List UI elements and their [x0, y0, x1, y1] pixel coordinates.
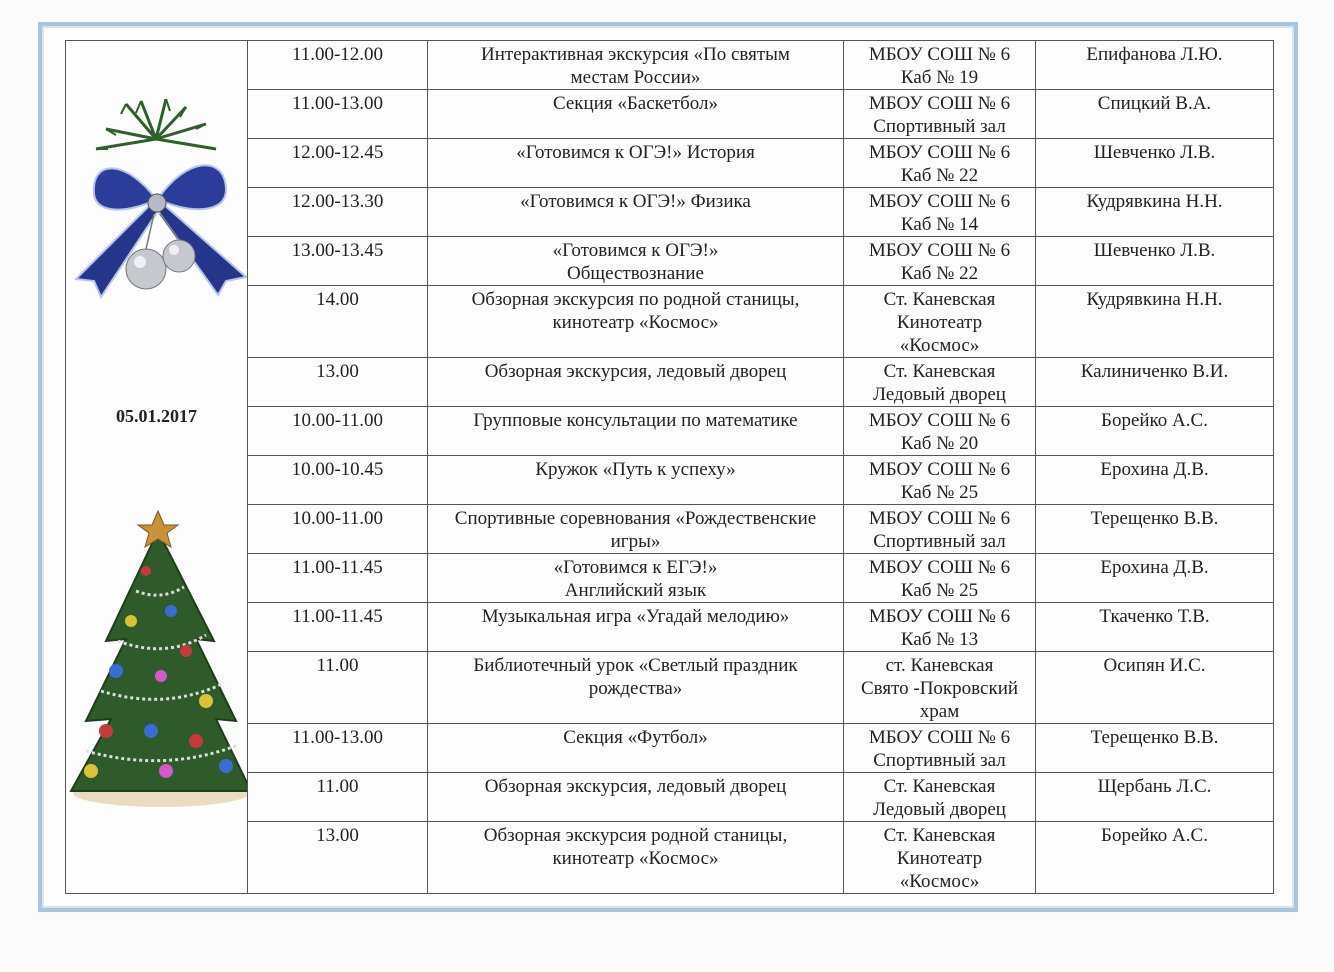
place-cell-line: Каб № 22	[900, 263, 979, 284]
place-cell	[844, 41, 1036, 90]
place-cell	[844, 188, 1036, 237]
event-cell	[428, 505, 844, 554]
responsible-cell: Борейко А.С.	[1036, 407, 1274, 456]
place-cell-line: Каб № 20	[900, 433, 979, 454]
event-cell-line: Спортивные соревнования «Рождественские	[454, 508, 817, 529]
event-cell-line: «Готовимся к ЕГЭ!»	[553, 557, 718, 578]
place-cell-line: МБОУ СОШ № 6	[868, 191, 1011, 212]
place-cell	[844, 90, 1036, 139]
time-cell: 10.00-10.45	[248, 456, 428, 505]
event-cell	[428, 456, 844, 505]
christmas-ornament-bow-icon	[66, 99, 248, 309]
event-cell	[428, 188, 844, 237]
place-cell-line: Ст. Каневская	[883, 825, 996, 846]
event-cell	[428, 139, 844, 188]
place-cell-line: Каб № 19	[900, 67, 979, 88]
event-cell	[428, 554, 844, 603]
event-cell	[428, 407, 844, 456]
time-cell: 10.00-11.00	[248, 505, 428, 554]
time-cell: 11.00-11.45	[248, 603, 428, 652]
event-cell	[428, 652, 844, 724]
place-cell-line: «Космос»	[899, 871, 980, 892]
place-cell-line: Каб № 13	[900, 629, 979, 650]
place-cell-line: Кинотеатр	[896, 312, 983, 333]
place-cell-line: МБОУ СОШ № 6	[868, 508, 1011, 529]
place-cell-line: Каб № 22	[900, 165, 979, 186]
place-cell-line: Каб № 25	[900, 482, 979, 503]
place-cell	[844, 724, 1036, 773]
place-cell-line: МБОУ СОШ № 6	[868, 240, 1011, 261]
place-cell-line: «Космос»	[899, 335, 980, 356]
event-cell-line: «Готовимся к ОГЭ!» Физика	[520, 191, 751, 212]
place-cell-line: ст. Каневская	[885, 655, 994, 676]
responsible-cell: Калиниченко В.И.	[1036, 358, 1274, 407]
place-cell-line: МБОУ СОШ № 6	[868, 459, 1011, 480]
place-cell	[844, 286, 1036, 358]
time-cell: 12.00-13.30	[248, 188, 428, 237]
event-cell-line: Музыкальная игра «Угадай мелодию»	[481, 606, 790, 627]
responsible-cell: Шевченко Л.В.	[1036, 237, 1274, 286]
responsible-cell: Ткаченко Т.В.	[1036, 603, 1274, 652]
event-cell-line: Обзорная экскурсия, ледовый дворец	[484, 776, 787, 797]
place-cell-line: Свято -Покровский	[860, 678, 1019, 699]
responsible-cell: Кудрявкина Н.Н.	[1036, 286, 1274, 358]
event-cell-line: кинотеатр «Космос»	[552, 848, 719, 869]
event-cell-line: Интерактивная экскурсия «По святым	[481, 44, 790, 65]
place-cell	[844, 456, 1036, 505]
place-cell	[844, 139, 1036, 188]
responsible-cell: Щербань Л.С.	[1036, 773, 1274, 822]
place-cell-line: Каб № 14	[900, 214, 979, 235]
event-cell-line: местам России»	[570, 67, 701, 88]
place-cell-line: МБОУ СОШ № 6	[868, 93, 1011, 114]
place-cell-line: Ст. Каневская	[883, 289, 996, 310]
responsible-cell: Терещенко В.В.	[1036, 505, 1274, 554]
event-cell	[428, 41, 844, 90]
christmas-tree-icon	[66, 501, 248, 811]
place-cell-line: Ст. Каневская	[883, 776, 996, 797]
place-cell	[844, 773, 1036, 822]
time-cell: 11.00	[248, 773, 428, 822]
event-cell-line: Обзорная экскурсия, ледовый дворец	[484, 361, 787, 382]
place-cell-line: МБОУ СОШ № 6	[868, 142, 1011, 163]
place-cell-line: МБОУ СОШ № 6	[868, 606, 1011, 627]
time-cell: 13.00-13.45	[248, 237, 428, 286]
place-cell	[844, 822, 1036, 894]
place-cell-line: Кинотеатр	[896, 848, 983, 869]
event-cell-line: «Готовимся к ОГЭ!»	[552, 240, 719, 261]
time-cell: 12.00-12.45	[248, 139, 428, 188]
place-cell-line: МБОУ СОШ № 6	[868, 410, 1011, 431]
time-cell: 13.00	[248, 822, 428, 894]
event-cell-line: Групповые консультации по математике	[473, 410, 798, 431]
time-cell: 11.00-13.00	[248, 724, 428, 773]
event-cell	[428, 822, 844, 894]
event-cell-line: Секция «Футбол»	[563, 727, 708, 748]
place-cell	[844, 554, 1036, 603]
responsible-cell: Кудрявкина Н.Н.	[1036, 188, 1274, 237]
event-cell-line: рождества»	[588, 678, 683, 699]
date-label: 05.01.2017	[116, 406, 197, 426]
place-cell-line: Спортивный зал	[873, 750, 1006, 771]
event-cell	[428, 90, 844, 139]
event-cell-line: Обзорная экскурсия по родной станицы,	[471, 289, 800, 310]
place-cell-line: Ледовый дворец	[873, 384, 1006, 405]
responsible-cell: Ерохина Д.В.	[1036, 554, 1274, 603]
time-cell: 11.00	[248, 652, 428, 724]
place-cell-line: Спортивный зал	[873, 116, 1006, 137]
event-cell	[428, 773, 844, 822]
place-cell	[844, 652, 1036, 724]
time-cell: 11.00-12.00	[248, 41, 428, 90]
place-cell	[844, 358, 1036, 407]
table-row	[66, 41, 1274, 90]
time-cell: 13.00	[248, 358, 428, 407]
responsible-cell: Осипян И.С.	[1036, 652, 1274, 724]
event-cell	[428, 358, 844, 407]
place-cell-line: МБОУ СОШ № 6	[868, 727, 1011, 748]
time-cell: 10.00-11.00	[248, 407, 428, 456]
event-cell-line: «Готовимся к ОГЭ!» История	[516, 142, 755, 163]
event-cell-line: Кружок «Путь к успеху»	[535, 459, 736, 480]
schedule-table	[65, 40, 1274, 894]
event-cell	[428, 286, 844, 358]
place-cell-line: храм	[919, 701, 960, 722]
event-cell-line: Секция «Баскетбол»	[552, 93, 719, 114]
event-cell-line: кинотеатр «Космос»	[552, 312, 719, 333]
place-cell	[844, 603, 1036, 652]
place-cell-line: МБОУ СОШ № 6	[868, 557, 1011, 578]
event-cell-line: Английский язык	[564, 580, 707, 601]
place-cell-line: Спортивный зал	[873, 531, 1006, 552]
place-cell-line: Ледовый дворец	[873, 799, 1006, 820]
responsible-cell: Спицкий В.А.	[1036, 90, 1274, 139]
responsible-cell: Шевченко Л.В.	[1036, 139, 1274, 188]
event-cell-line: Обществознание	[567, 263, 704, 284]
responsible-cell: Епифанова Л.Ю.	[1036, 41, 1274, 90]
place-cell	[844, 505, 1036, 554]
place-cell-line: Ст. Каневская	[883, 361, 996, 382]
place-cell	[844, 237, 1036, 286]
responsible-cell: Терещенко В.В.	[1036, 724, 1274, 773]
event-cell	[428, 237, 844, 286]
responsible-cell: Ерохина Д.В.	[1036, 456, 1274, 505]
time-cell: 14.00	[248, 286, 428, 358]
event-cell-line: Библиотечный урок «Светлый праздник	[473, 655, 798, 676]
time-cell: 11.00-11.45	[248, 554, 428, 603]
event-cell-line: игры»	[610, 531, 661, 552]
place-cell-line: МБОУ СОШ № 6	[868, 44, 1011, 65]
place-cell	[844, 407, 1036, 456]
time-cell: 11.00-13.00	[248, 90, 428, 139]
date-column	[66, 41, 248, 894]
event-cell	[428, 603, 844, 652]
event-cell-line: Обзорная экскурсия родной станицы,	[483, 825, 788, 846]
event-cell	[428, 724, 844, 773]
place-cell-line: Каб № 25	[900, 580, 979, 601]
responsible-cell: Борейко А.С.	[1036, 822, 1274, 894]
